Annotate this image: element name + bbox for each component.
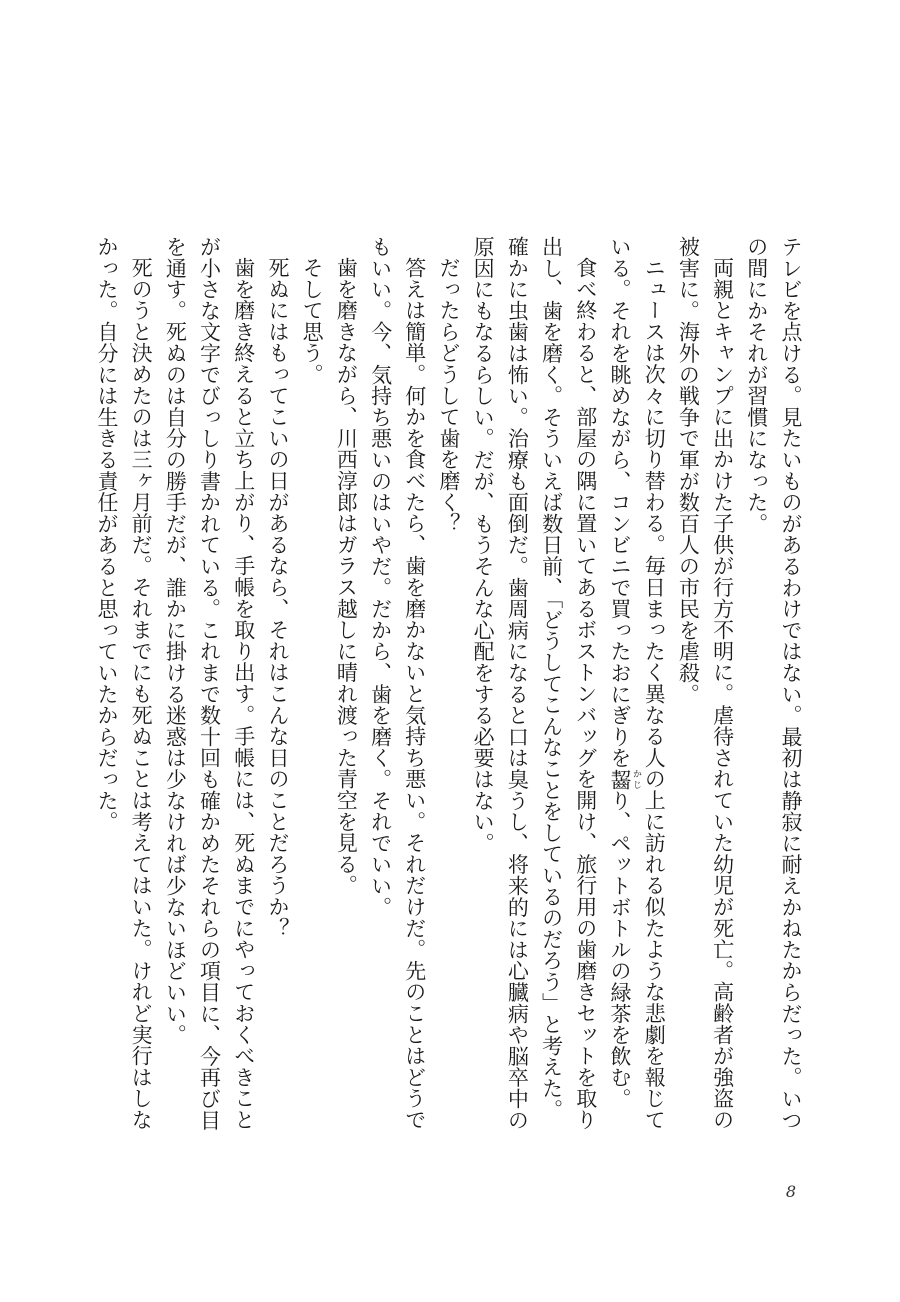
paragraph: だったらどうして歯を磨く？ (436, 257, 461, 534)
paragraph: 両親とキャンプに出かけた子供が行方不明に。虐待されていた幼児が死亡。高齢者が強盗の被害に。海外の戦争で軍が数百人の市民を虐殺。 (676, 236, 735, 1131)
paragraph: 答えは簡単。何かを食べたら、歯を磨かないと気持ち悪い。それだけだ。先のことはどうでもいい。今、気持ち悪いのはいやだ。だから、歯を磨く。それでいい。 (368, 236, 427, 1131)
ruby-reading: かじ (630, 768, 641, 790)
paragraph: 死のうと決めたのは三ヶ月前だ。それまでにも死ぬことは考えてはいた。けれど実行はしなかった。自分には生きる責任があると思っていたからだった。 (94, 236, 154, 1131)
paragraph: 食べ終わると、部屋の隅に置いてあるボストンバッグを開け、旅行用の歯磨きセットを取り出し、歯を磨く。そういえば数日前、「どうしてこんなことをしているのだろう」と考えた。確かに虫歯は怖い。治療も面倒だ。歯周病になると口は臭うし、将来的には心臓病や脳卒中の原因にもなるらしい。だが、もうそんな心配をする必要はない。 (471, 236, 598, 1131)
vertical-text-body (28, 236, 808, 1136)
page-number: 8 (785, 1182, 797, 1201)
paragraph-text: ニュースは次々に切り替わる。毎日まったく異なる人の上に訪れる似たような悲劇を報じている。それを眺めながら、コンビニで買ったおにぎりを齧 かじり、ペットボトルの緑茶を飲む。 (607, 236, 667, 1131)
paragraph: 歯を磨きながら、川西淳郎はガラス越しに晴れ渡った青空を見る。 (334, 257, 359, 896)
paragraph: テレビを点ける。見たいものがあるわけではない。最初は静寂に耐えかねたからだった。いつの間にかそれが習慣になった。 (744, 236, 803, 1131)
paragraph: 歯を磨き終えると立ち上がり、手帳を取り出す。手帳には、死ぬまでにやっておくべきことが小さな文字でびっしり書かれている。これまで数十回も確かめたそれらの項目に、今再び目を通す。死ぬのは自分の勝手だが、誰かに掛ける迷惑は少なければ少ないほどいい。 (163, 236, 256, 1131)
paragraph-with-ruby (603, 236, 671, 1136)
paragraph: 死ぬにはもってこいの日があるなら、それはこんな日のことだろうか？ (265, 257, 290, 939)
paragraph: そして思う。 (300, 257, 325, 385)
ruby-annotation: 齧 かじ (607, 768, 641, 790)
